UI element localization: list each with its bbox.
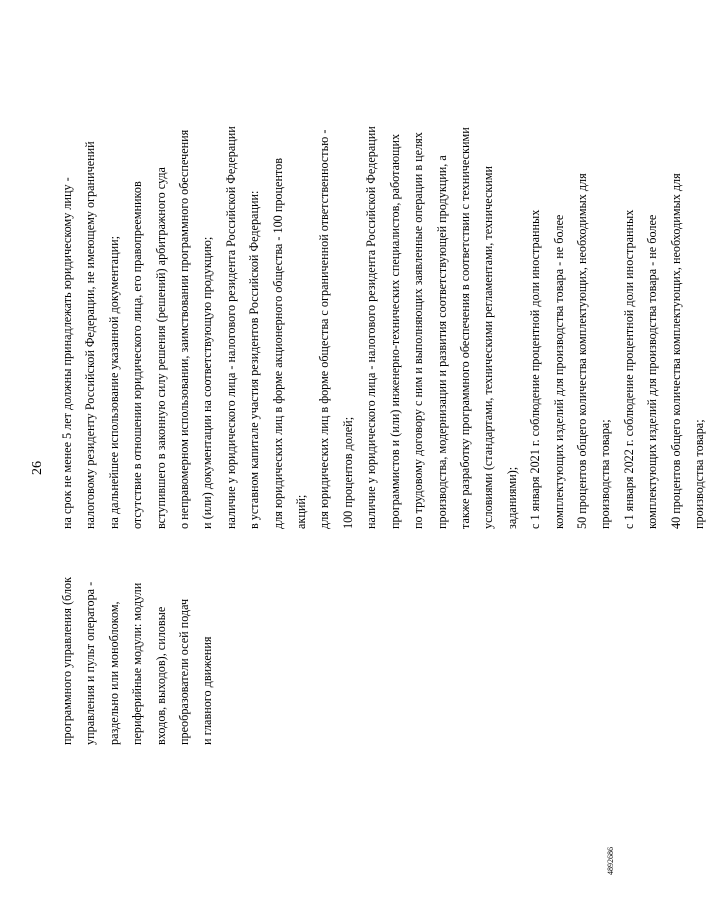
requirement-line: производства, модернизации и развития соответствующей продукции, а [434, 155, 449, 529]
requirements-column [56, 9, 711, 529]
product-name-line: преобразователи осей подач [177, 598, 192, 745]
requirement-line: на срок не менее 5 лет должны принадлежать юридическому лицу - [60, 177, 74, 529]
product-name-line: программного управления (блок [60, 576, 74, 745]
requirement-line: наличие у юридического лица - налогового резидента Российской Федерации [223, 126, 238, 529]
product-name-line: раздельно или моноблоком, [106, 601, 121, 745]
requirement-line: акций; [294, 494, 309, 529]
requirement-line: заданиями); [504, 466, 519, 529]
product-name-column [56, 535, 220, 745]
product-name-line: управления и пульт оператора - [83, 581, 98, 745]
requirement-line: производства товара; [691, 419, 706, 529]
requirement-line: 100 процентов долей; [340, 416, 355, 529]
requirement-line: 50 процентов общего количества комплектующих, необходимых для [574, 173, 589, 529]
product-name-line: периферийные модули: модули [130, 582, 145, 745]
requirement-line: с 1 января 2022 г. соблюдение процентной доли иностранных [621, 209, 636, 529]
requirement-line: налоговому резиденту Российской Федерации, не имеющему ограничений [83, 141, 98, 529]
document-code: 4892686 [606, 847, 615, 875]
requirement-line: в уставном капитале участия резидентов Российской Федерации: [247, 190, 262, 529]
requirement-line: наличие у юридического лица - налогового резидента Российской Федерации [364, 126, 379, 529]
requirement-line: по трудовому договору с ним и выполняющих заявленные операции в целях [411, 132, 426, 529]
requirement-line: комплектующих изделий для производства товара - не более [645, 214, 660, 529]
requirement-line: программистов и (или) инженерно-технических специалистов, работающих [387, 133, 402, 529]
requirement-line: производства товара; [598, 419, 613, 529]
requirement-line: о неправомерном использовании, заимствовании программного обеспечения [177, 129, 192, 529]
requirement-line: вступившего в законную силу решения (решений) арбитражного суда [153, 167, 168, 529]
page-number: 26 [30, 461, 45, 475]
requirement-line: условиями (стандартами, техническими регламентами, техническими [481, 165, 496, 529]
requirement-line: для юридических лиц в форме акционерного общества - 100 процентов [270, 158, 285, 529]
requirement-line: с 1 января 2021 г. соблюдение процентной доли иностранных [528, 209, 543, 529]
requirement-line: отсутствие в отношении юридического лица, его правопреемников [130, 181, 145, 529]
product-name-line: и главного движения [200, 636, 215, 745]
requirement-line: 40 процентов общего количества комплектующих, необходимых для [668, 173, 683, 529]
requirement-line: и (или) документации на соответствующую продукцию; [200, 236, 215, 529]
requirement-line: комплектующих изделий для производства товара - не более [551, 214, 566, 529]
requirement-line: для юридических лиц в форме общества с ограниченной ответственностью - [317, 129, 332, 529]
requirement-line: также разработку программного обеспечения в соответствии с техническими [457, 127, 472, 529]
product-name-line: входов, выходов), силовые [153, 606, 168, 745]
requirement-line: на дальнейшее использование указанной документации; [106, 235, 121, 529]
